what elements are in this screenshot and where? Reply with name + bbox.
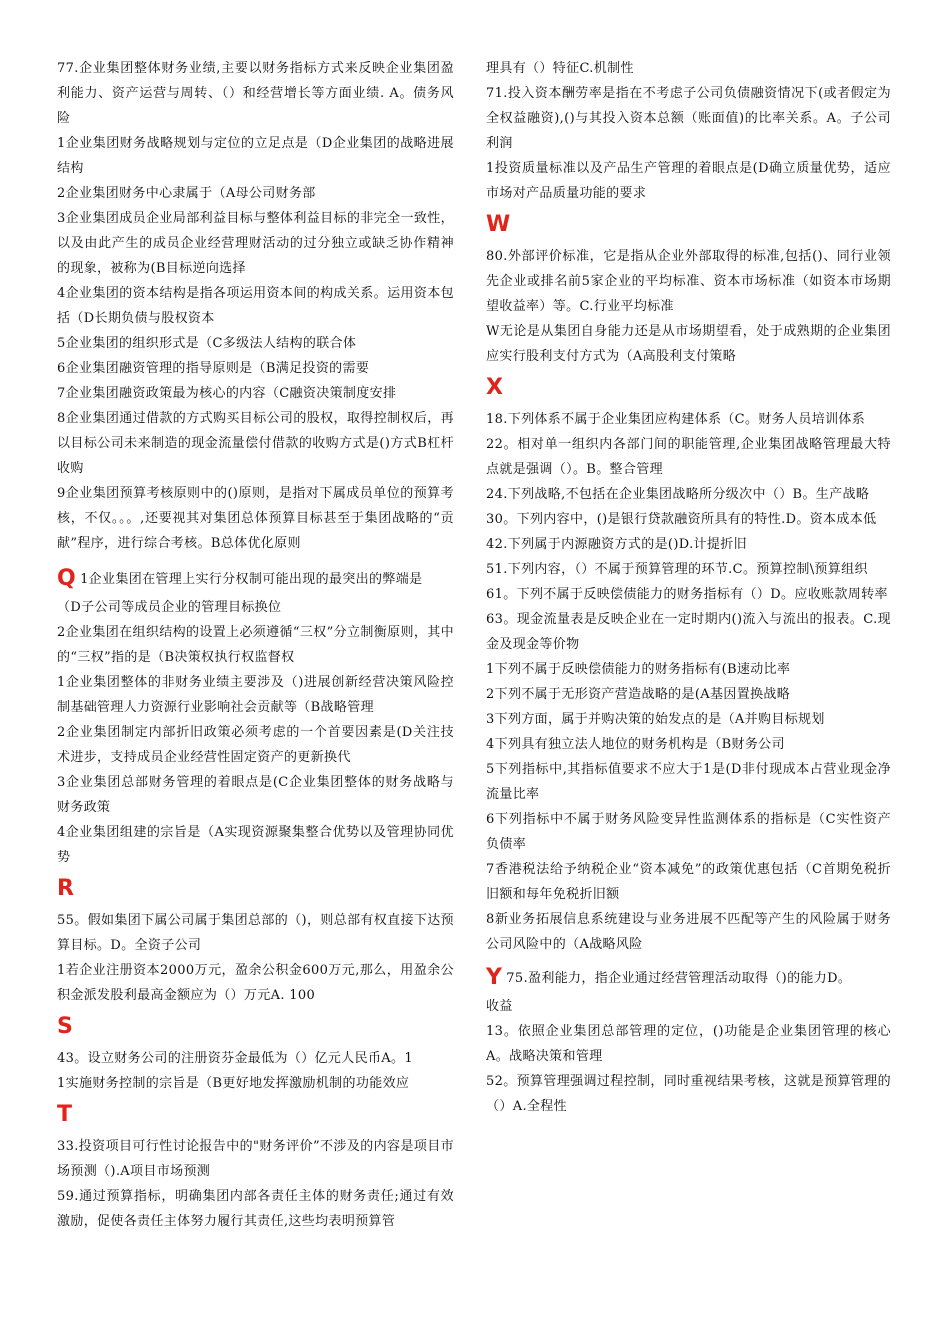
entry: 1实施财务控制的宗旨是（B更好地发挥激励机制的功能效应 (57, 1076, 410, 1091)
section-s (57, 1013, 454, 1096)
section-y-first-line (486, 963, 891, 994)
entry: 7企业集团融资政策最为核心的内容（C融资决策制度安排 (57, 386, 397, 401)
section-q (57, 564, 454, 870)
entry: 71.投入资本酬劳率是指在不考虑子公司负债融资情况下(或者假定为全权益融资),()与其投入资本总额（账面值)的比率关系。A。子公司利润 (486, 86, 891, 151)
entry: 5下列指标中,其指标值要求不应大于1是(D非付现成本占营业现金净流量比率 (486, 762, 891, 802)
entry: W无论是从集团自身能力还是从市场期望看，处于成熟期的企业集团应实行股利支付方式为（A高股利支付策略 (486, 324, 891, 364)
entry: 52。预算管理强调过程控制，同时重视结果考核，这就是预算管理的（）A.全程性 (486, 1074, 891, 1114)
right-column (486, 56, 891, 1119)
entry: 18.下列体系不属于企业集团应构建体系（C。财务人员培训体系 (486, 412, 866, 427)
entry: 2下列不属于无形资产营造战略的是(A基因置换战略 (486, 687, 791, 702)
entry: 8企业集团通过借款的方式购买目标公司的股权，取得控制权后，再以目标公司未来制造的现金流量偿付借款的收购方式是()方式B杠杆收购 (57, 411, 454, 476)
entry: 43。设立财务公司的注册资芬金最低为（）亿元人民币A。1 (57, 1051, 414, 1066)
entry: 2企业集团制定内部折旧政策必须考虑的一个首要因素是(D关注技术进步，支持成员企业经营性固定资产的更新换代 (57, 725, 454, 765)
entry: 75.盈利能力，指企业通过经营管理活动取得（)的能力D。 (506, 971, 852, 986)
left-column (57, 56, 454, 1234)
entry: 2企业集团财务中心隶属于（A母公司财务部 (57, 186, 316, 201)
entry: 9企业集团预算考核原则中的()原则，是指对下属成员单位的预算考核，不仅。。。,还要视其对集团总体预算目标甚至于集团战略的“贡献”程序，进行综合考核。B总体优化原则 (57, 486, 454, 551)
section-r (57, 875, 454, 1008)
entry: 4下列具有独立法人地位的财务机构是（B财务公司 (486, 737, 785, 752)
entry: 8新业务拓展信息系统建设与业务进展不匹配等产生的风险属于财务公司风险中的（A战略风险 (486, 912, 891, 952)
entry: 1企业集团整体的非财务业绩主要涉及（)进展创新经营决策风险控制基础管理人力资源行业影响社会贡献等（B战略管理 (57, 675, 454, 715)
entry: 3下列方面，属于并购决策的始发点的是（A并购目标规划 (486, 712, 825, 727)
section-letter-r: R (57, 876, 74, 901)
section-letter-s: S (57, 1014, 73, 1039)
intro-entries (57, 56, 454, 556)
entry: 63。现金流量表是反映企业在一定时期内()流入与流出的报表。C.现金及现金等价物 (486, 612, 891, 652)
section-letter-w: W (486, 212, 511, 237)
entry: 5企业集团的组织形式是（C多级法人结构的联合体 (57, 336, 357, 351)
entry: 1若企业注册资本2000万元，盈余公积金600万元,那么，用盈余公积金派发股利最高金额应为（）万元A. 100 (57, 963, 454, 1003)
entry: 61。下列不属于反映偿债能力的财务指标有（）D。应收账款周转率 (486, 587, 888, 602)
entry: 6下列指标中不属于财务风险变异性监测体系的指标是（C实性资产负债率 (486, 812, 891, 852)
entry: 22。相对单一组织内各部门间的职能管理,企业集团战略管理最大特点就是强调（）。B。整合管理 (486, 437, 891, 477)
entry: 1下列不属于反映偿债能力的财务指标有(B速动比率 (486, 662, 791, 677)
entry: 42.下列属于内源融资方式的是()D.计提折旧 (486, 537, 747, 552)
entry: 2企业集团在组织结构的设置上必须遵循“三权”分立制衡原则，其中的“三权”指的是（B决策权执行权监督权 (57, 625, 454, 665)
entry: 55。假如集团下属公司属于集团总部的（)，则总部有权直接下达预算目标。D。全资子公司 (57, 913, 454, 953)
entry: 1企业集团在管理上实行分权制可能出现的最突出的弊端是 (80, 572, 423, 587)
section-letter-q: Q (57, 566, 77, 591)
section-y (486, 963, 891, 1119)
entry: 4企业集团的资本结构是指各项运用资本间的构成关系。运用资本包括（D长期负债与股权资本 (57, 286, 454, 326)
intro-entries (486, 56, 891, 206)
entry: 理具有（）特征C.机制性 (486, 61, 634, 76)
entry: 4企业集团组建的宗旨是（A实现资源聚集整合优势以及管理协同优势 (57, 825, 454, 865)
entry: 13。依照企业集团总部管理的定位，()功能是企业集团管理的核心A。战略决策和管理 (486, 1024, 891, 1064)
entry: 77.企业集团整体财务业绩,主要以财务指标方式来反映企业集团盈利能力、资产运营与周转、（）和经营增长等方面业绩. A。债务风险 (57, 61, 454, 126)
entry: 1企业集团财务战略规划与定位的立足点是（D企业集团的战略进展结构 (57, 136, 454, 176)
section-letter-x: X (486, 375, 503, 400)
entry: 33.投资项目可行性讨论报告中的"财务评价”不涉及的内容是项目市场预测（).A项目市场预测 (57, 1139, 454, 1179)
section-w (486, 211, 891, 369)
section-t (57, 1101, 454, 1234)
entry: 6企业集团融资管理的指导原则是（B满足投资的需要 (57, 361, 370, 376)
entry: 30。下列内容中，()是银行贷款融资所具有的特性.D。资本成本低 (486, 512, 877, 527)
section-x (486, 374, 891, 957)
entry: 3企业集团成员企业局部利益目标与整体利益目标的非完全一致性，以及由此产生的成员企业经营理财活动的过分独立或缺乏协作精神的现象，被称为(B目标逆向选择 (57, 211, 454, 276)
section-q-first-line (57, 564, 454, 595)
entry: 1投资质量标准以及产品生产管理的着眼点是(D确立质量优势，适应市场对产品质量功能的要求 (486, 161, 891, 201)
entry: 80.外部评价标准，它是指从企业外部取得的标准,包括()、同行业领先企业或排名前5家企业的平均标准、资本市场标准（如资本市场期望收益率）等。C.行业平均标准 (486, 249, 891, 314)
section-letter-t: T (57, 1102, 73, 1127)
entry: 59.通过预算指标，明确集团内部各责任主体的财务责任;通过有效激励，促使各责任主体努力履行其责任,这些均表明预算管 (57, 1189, 454, 1229)
entry: （D子公司等成员企业的管理目标换位 (57, 600, 282, 615)
entry: 收益 (486, 999, 513, 1014)
section-letter-y: Y (486, 965, 503, 990)
entry: 51.下列内容，（）不属于预算管理的环节.C。预算控制\预算组织 (486, 562, 868, 577)
entry: 7香港税法给予纳税企业“资本减免”的政策优惠包括（C首期免税折旧额和每年免税折旧额 (486, 862, 891, 902)
entry: 24.下列战略,不包括在企业集团战略所分级次中（）B。生产战略 (486, 487, 870, 502)
entry: 3企业集团总部财务管理的着眼点是(C企业集团整体的财务战略与财务政策 (57, 775, 454, 815)
